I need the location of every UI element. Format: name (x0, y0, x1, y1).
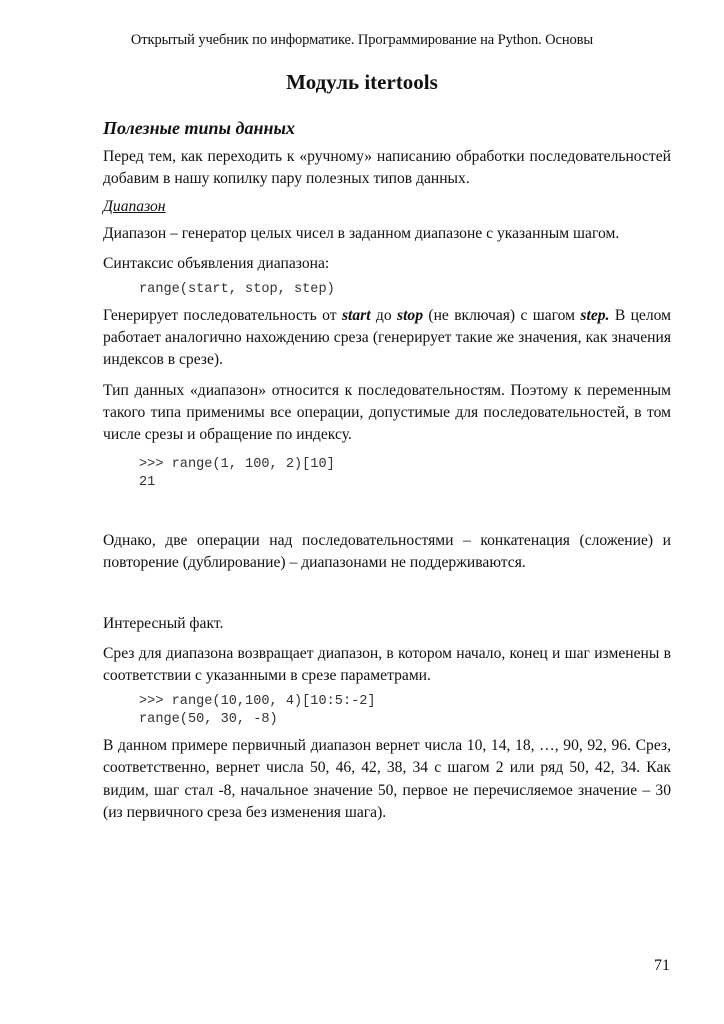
param-stop: stop (397, 307, 424, 325)
code-block-syntax: range(start, stop, step) (139, 282, 335, 298)
intro-paragraph: Перед тем, как переходить к «ручному» написанию обработки последовательностей добавим в нашу копилку пару полезных типов данных. (103, 148, 671, 188)
running-header: Открытый учебник по информатике. Программирование на Python. Основы (130, 32, 594, 48)
param-step: step. (580, 307, 610, 325)
code-block-slice: >>> range(10,100, 4)[10:5:-2] range(50, 30, -8) (139, 694, 376, 728)
main-content (103, 116, 671, 824)
subsection-heading: Диапазон (103, 198, 166, 216)
slice-paragraph: Срез для диапазона возвращает диапазон, в котором начало, конец и шаг изменены в соответствии с указанными в срезе параметрами. (103, 644, 671, 685)
fact-label: Интересный факт. (103, 614, 224, 632)
sequence-paragraph: Тип данных «диапазон» относится к последовательностям. Поэтому к переменным такого типа применимы все операции, допустимые для последовательностей, в том числе срезы и обращение по индексу. (103, 381, 671, 444)
text-fragment: В целом работает аналогично нахождению среза (генерирует такие же значения, как значения индексов в срезе). (103, 307, 671, 369)
text-fragment: до (370, 307, 398, 325)
text-fragment: Генерирует последовательность от (103, 307, 342, 325)
code-block-index: >>> range(1, 100, 2)[10] 21 (139, 457, 335, 491)
page-title: Модуль itertools (286, 70, 438, 94)
syntax-paragraph: Синтаксис объявления диапазона: (103, 254, 330, 272)
example-paragraph: В данном примере первичный диапазон вернет числа 10, 14, 18, …, 90, 92, 96. Срез, соответственно, вернет числа 50, 46, 42, 38, 34 с шагом 2 или ряд 50, 42, 34. Как видим, шаг стал -8, начальное значение 50, первое не перечисляемое значение – 30 (из первичного среза без изменения шага). (103, 737, 671, 821)
definition-paragraph: Диапазон – генератор целых чисел в заданном диапазоне с указанным шагом. (103, 224, 620, 242)
limitation-paragraph: Однако, две операции над последовательностями – конкатенация (сложение) и повторение (дублирование) – диапазонами не поддерживаются. (103, 532, 671, 572)
page-number: 71 (654, 957, 670, 974)
section-heading: Полезные типы данных (103, 118, 295, 138)
param-start: start (341, 307, 371, 325)
text-fragment: (не включая) с шагом (423, 307, 581, 325)
description-paragraph (103, 305, 671, 372)
